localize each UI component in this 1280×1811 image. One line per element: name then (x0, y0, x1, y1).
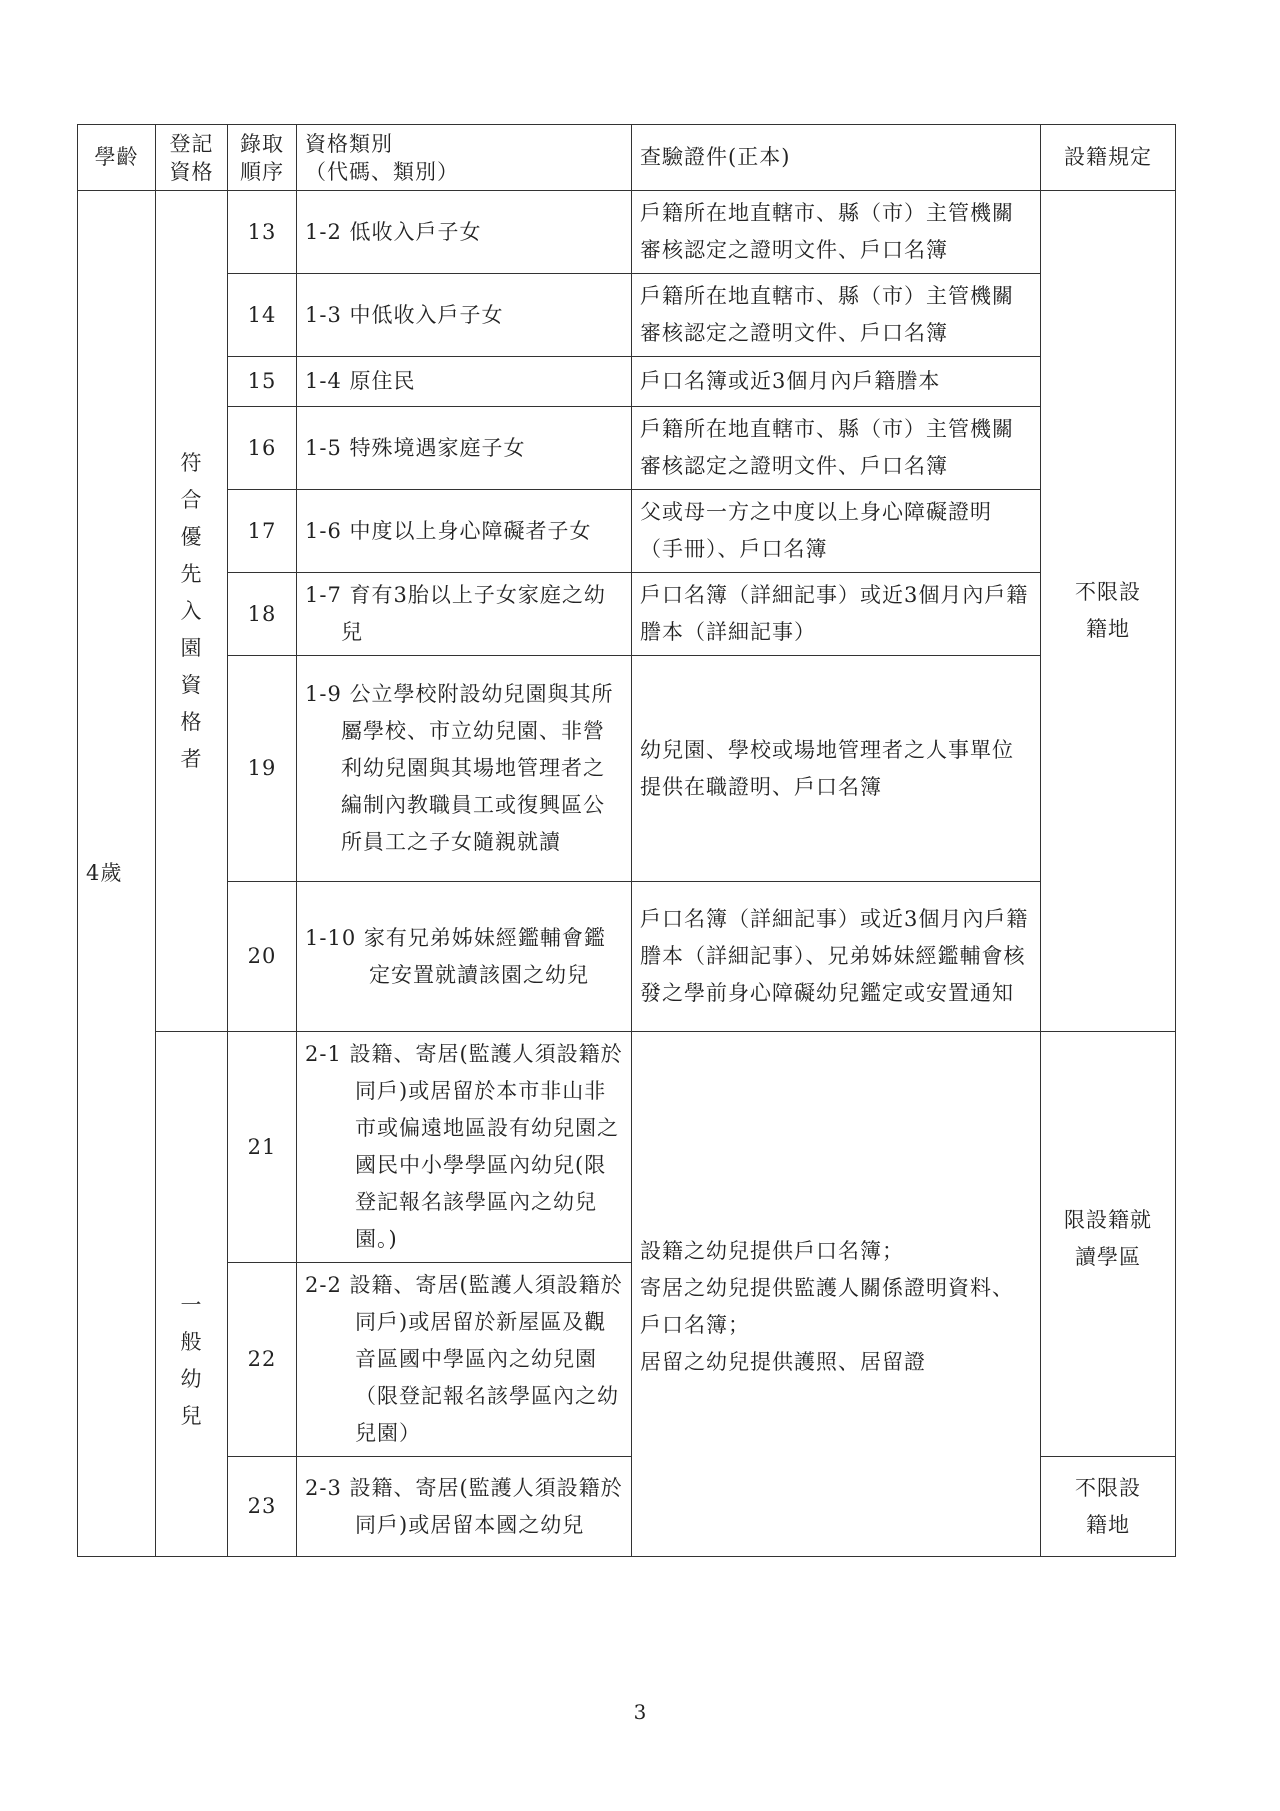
category-cell: 1-5 特殊境遇家庭子女 (297, 407, 632, 490)
header-age: 學齡 (78, 125, 156, 191)
order-cell: 16 (228, 407, 297, 490)
order-cell: 20 (228, 882, 297, 1032)
header-row (78, 125, 1176, 191)
documents-cell: 戶籍所在地直轄市、縣（市）主管機關審核認定之證明文件、戶口名簿 (632, 274, 1041, 357)
category-cell: 1-3 中低收入戶子女 (297, 274, 632, 357)
order-cell: 19 (228, 656, 297, 882)
table-row (78, 407, 1176, 490)
table-row (78, 191, 1176, 274)
page-number: 3 (633, 1700, 647, 1724)
documents-cell: 戶口名簿（詳細記事）或近3個月內戶籍謄本（詳細記事） (632, 573, 1041, 656)
order-cell: 14 (228, 274, 297, 357)
order-cell: 13 (228, 191, 297, 274)
header-residency: 設籍規定 (1041, 125, 1176, 191)
group-priority: 符合優先入園資格者 (156, 191, 228, 1032)
header-order: 錄取順序 (228, 125, 297, 191)
order-cell: 18 (228, 573, 297, 656)
category-cell: 1-7 育有3胎以上子女家庭之幼兒 (297, 573, 632, 656)
table-row (78, 882, 1176, 1032)
age-cell: 4歲 (78, 191, 156, 1557)
order-cell: 22 (228, 1263, 297, 1457)
table-row (78, 357, 1176, 407)
documents-cell: 戶口名簿（詳細記事）或近3個月內戶籍謄本（詳細記事）、兄弟姊妹經鑑輔會核發之學前身心障礙幼兒鑑定或安置通知 (632, 882, 1041, 1032)
category-cell: 2-2 設籍、寄居(監護人須設籍於同戶)或居留於新屋區及觀音區國中學區內之幼兒園（限登記報名該學區內之幼兒園） (297, 1263, 632, 1457)
documents-cell: 戶籍所在地直轄市、縣（市）主管機關審核認定之證明文件、戶口名簿 (632, 191, 1041, 274)
table-row (78, 656, 1176, 882)
documents-cell: 父或母一方之中度以上身心障礙證明（手冊）、戶口名簿 (632, 490, 1041, 573)
category-cell: 1-2 低收入戶子女 (297, 191, 632, 274)
group-general: 一般幼兒 (156, 1032, 228, 1557)
table-row (78, 274, 1176, 357)
header-registration: 登記資格 (156, 125, 228, 191)
table-row (78, 573, 1176, 656)
residency-priority: 不限設籍地 (1041, 191, 1176, 1032)
table-row (78, 1032, 1176, 1263)
category-cell: 2-3 設籍、寄居(監護人須設籍於同戶)或居留本國之幼兒 (297, 1457, 632, 1557)
order-cell: 15 (228, 357, 297, 407)
category-cell: 1-4 原住民 (297, 357, 632, 407)
documents-cell: 戶籍所在地直轄市、縣（市）主管機關審核認定之證明文件、戶口名簿 (632, 407, 1041, 490)
table-row (78, 490, 1176, 573)
documents-cell: 戶口名簿或近3個月內戶籍謄本 (632, 357, 1041, 407)
order-cell: 17 (228, 490, 297, 573)
admission-table (77, 124, 1176, 1557)
residency-any: 不限設籍地 (1041, 1457, 1176, 1557)
category-cell: 1-9 公立學校附設幼兒園與其所屬學校、市立幼兒園、非營利幼兒園與其場地管理者之編制內教職員工或復興區公所員工之子女隨親就讀 (297, 656, 632, 882)
order-cell: 23 (228, 1457, 297, 1557)
doc-line: 寄居之幼兒提供監護人關係證明資料、戶口名簿； (640, 1276, 1014, 1337)
general-documents (632, 1032, 1041, 1557)
category-cell: 1-6 中度以上身心障礙者子女 (297, 490, 632, 573)
header-category: 資格類別 （代碼、類別） (297, 125, 632, 191)
documents-cell: 幼兒園、學校或場地管理者之人事單位提供在職證明、戶口名簿 (632, 656, 1041, 882)
category-cell: 2-1 設籍、寄居(監護人須設籍於同戶)或居留於本市非山非市或偏遠地區設有幼兒園之國民中小學學區內幼兒(限登記報名該學區內之幼兒園。) (297, 1032, 632, 1263)
doc-line: 居留之幼兒提供護照、居留證 (640, 1350, 926, 1374)
order-cell: 21 (228, 1032, 297, 1263)
header-documents: 查驗證件(正本) (632, 125, 1041, 191)
doc-line: 設籍之幼兒提供戶口名簿； (640, 1239, 904, 1263)
category-cell: 1-10 家有兄弟姊妹經鑑輔會鑑定安置就讀該園之幼兒 (297, 882, 632, 1032)
residency-school-district: 限設籍就讀學區 (1041, 1032, 1176, 1457)
